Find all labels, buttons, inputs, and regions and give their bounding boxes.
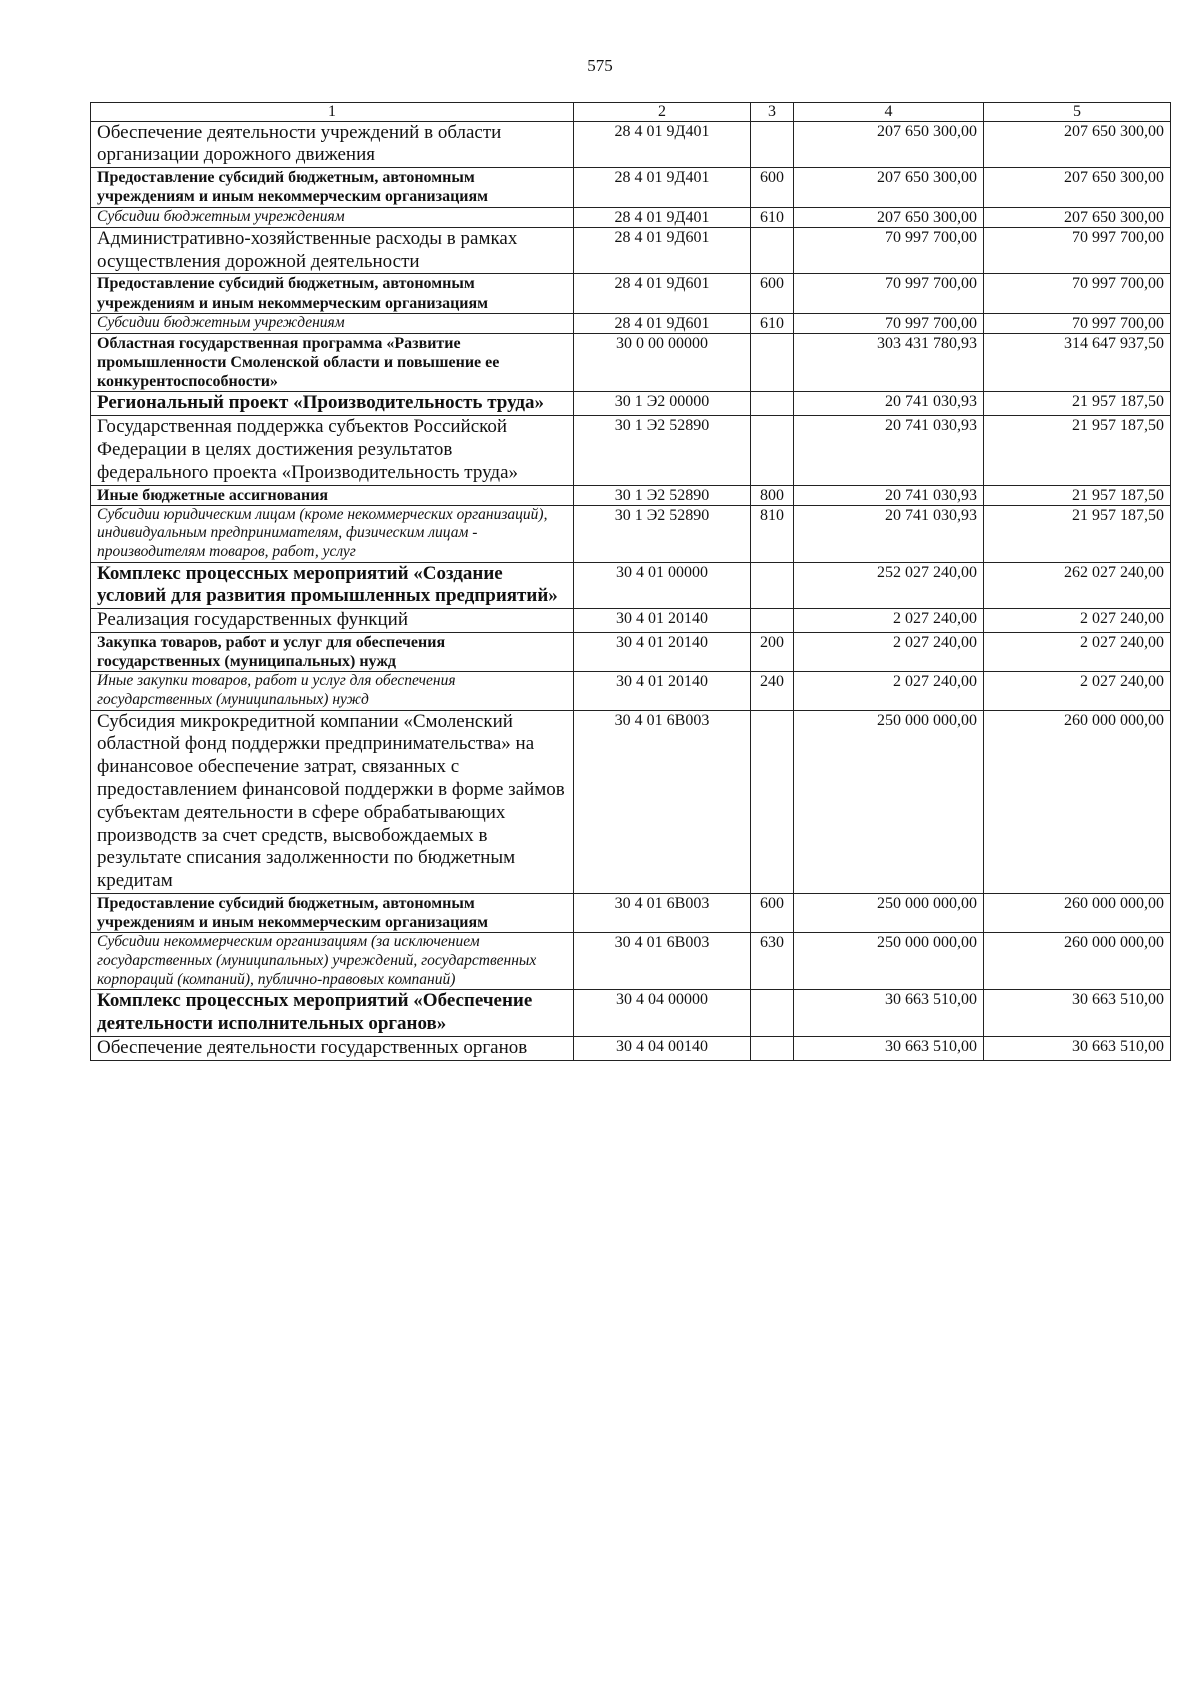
row-amount-1: 252 027 240,00 <box>794 562 984 609</box>
table-row <box>91 633 1171 672</box>
row-name: Административно-хозяйственные расходы в рамках осуществления дорожной деятельности <box>91 227 574 274</box>
header-col-2: 2 <box>574 103 751 122</box>
row-amount-2: 260 000 000,00 <box>984 893 1171 932</box>
row-amount-2: 262 027 240,00 <box>984 562 1171 609</box>
row-name: Областная государственная программа «Развитие промышленности Смоленской области и повышение ее конкурентоспособности» <box>91 333 574 392</box>
row-amount-2: 2 027 240,00 <box>984 609 1171 633</box>
row-amount-1: 207 650 300,00 <box>794 168 984 207</box>
table-row <box>91 990 1171 1037</box>
row-amount-2: 207 650 300,00 <box>984 168 1171 207</box>
table-row <box>91 672 1171 710</box>
row-amount-2: 30 663 510,00 <box>984 990 1171 1037</box>
row-name: Комплекс процессных мероприятий «Обеспечение деятельности исполнительных органов» <box>91 990 574 1037</box>
row-amount-2: 70 997 700,00 <box>984 227 1171 274</box>
row-amount-1: 30 663 510,00 <box>794 1036 984 1060</box>
row-name: Закупка товаров, работ и услуг для обеспечения государственных (муниципальных) нужд <box>91 633 574 672</box>
header-col-4: 4 <box>794 103 984 122</box>
row-amount-2: 207 650 300,00 <box>984 121 1171 168</box>
row-amount-1: 20 741 030,93 <box>794 416 984 485</box>
row-amount-1: 2 027 240,00 <box>794 633 984 672</box>
table-row <box>91 1036 1171 1060</box>
table-row <box>91 416 1171 485</box>
row-name: Предоставление субсидий бюджетным, автономным учреждениям и иным некоммерческим организациям <box>91 893 574 932</box>
row-expense-type: 810 <box>751 505 794 562</box>
row-expense-type <box>751 990 794 1037</box>
row-name: Государственная поддержка субъектов Российской Федерации в целях достижения результатов федерального проекта «Производительность труда» <box>91 416 574 485</box>
row-amount-2: 70 997 700,00 <box>984 313 1171 333</box>
row-expense-type <box>751 121 794 168</box>
row-code: 30 4 01 20140 <box>574 672 751 710</box>
table-row <box>91 505 1171 562</box>
row-name: Предоставление субсидий бюджетным, автономным учреждениям и иным некоммерческим организациям <box>91 168 574 207</box>
table-row <box>91 121 1171 168</box>
row-expense-type: 600 <box>751 168 794 207</box>
row-amount-1: 207 650 300,00 <box>794 121 984 168</box>
table-row <box>91 933 1171 990</box>
row-amount-1: 20 741 030,93 <box>794 505 984 562</box>
row-amount-2: 21 957 187,50 <box>984 416 1171 485</box>
row-expense-type: 600 <box>751 893 794 932</box>
row-expense-type: 610 <box>751 313 794 333</box>
table-row <box>91 333 1171 392</box>
budget-table <box>90 102 1171 1061</box>
row-amount-1: 250 000 000,00 <box>794 893 984 932</box>
row-amount-2: 21 957 187,50 <box>984 392 1171 416</box>
row-code: 30 4 04 00000 <box>574 990 751 1037</box>
row-name: Комплекс процессных мероприятий «Создание условий для развития промышленных предприятий» <box>91 562 574 609</box>
row-amount-1: 70 997 700,00 <box>794 227 984 274</box>
table-row <box>91 207 1171 227</box>
row-code: 28 4 01 9Д601 <box>574 313 751 333</box>
row-code: 30 1 Э2 52890 <box>574 505 751 562</box>
row-amount-2: 314 647 937,50 <box>984 333 1171 392</box>
row-amount-1: 2 027 240,00 <box>794 609 984 633</box>
row-amount-2: 21 957 187,50 <box>984 485 1171 505</box>
row-name: Субсидии бюджетным учреждениям <box>91 313 574 333</box>
row-code: 30 4 04 00140 <box>574 1036 751 1060</box>
table-row <box>91 274 1171 313</box>
row-code: 30 4 01 6В003 <box>574 893 751 932</box>
row-name: Субсидии бюджетным учреждениям <box>91 207 574 227</box>
row-code: 28 4 01 9Д401 <box>574 168 751 207</box>
row-amount-1: 30 663 510,00 <box>794 990 984 1037</box>
table-row <box>91 392 1171 416</box>
row-expense-type <box>751 227 794 274</box>
header-col-5: 5 <box>984 103 1171 122</box>
row-code: 30 4 01 6В003 <box>574 710 751 893</box>
row-amount-2: 2 027 240,00 <box>984 672 1171 710</box>
row-code: 28 4 01 9Д601 <box>574 274 751 313</box>
row-code: 28 4 01 9Д401 <box>574 121 751 168</box>
row-name: Субсидия микрокредитной компании «Смоленский областной фонд поддержки предпринимательства» на финансовое обеспечение затрат, связанных с предоставлением финансовой поддержки в форме займов субъектам деятельности в сфере обрабатывающих производств за счет средств, высвобождаемых в результате списания задолженности по бюджетным кредитам <box>91 710 574 893</box>
row-expense-type <box>751 710 794 893</box>
row-name: Иные закупки товаров, работ и услуг для обеспечения государственных (муниципальных) нужд <box>91 672 574 710</box>
row-name: Региональный проект «Производительность труда» <box>91 392 574 416</box>
row-amount-2: 207 650 300,00 <box>984 207 1171 227</box>
row-code: 30 4 01 20140 <box>574 609 751 633</box>
table-row <box>91 168 1171 207</box>
row-expense-type: 600 <box>751 274 794 313</box>
row-expense-type: 800 <box>751 485 794 505</box>
row-expense-type: 610 <box>751 207 794 227</box>
row-amount-1: 250 000 000,00 <box>794 933 984 990</box>
row-name: Субсидии некоммерческим организациям (за исключением государственных (муниципальных) учреждений, государственных корпораций (компаний), публично-правовых компаний) <box>91 933 574 990</box>
row-expense-type <box>751 1036 794 1060</box>
row-expense-type <box>751 562 794 609</box>
row-code: 30 4 01 00000 <box>574 562 751 609</box>
header-col-3: 3 <box>751 103 794 122</box>
row-amount-1: 70 997 700,00 <box>794 313 984 333</box>
row-amount-2: 70 997 700,00 <box>984 274 1171 313</box>
row-name: Обеспечение деятельности учреждений в области организации дорожного движения <box>91 121 574 168</box>
row-expense-type: 240 <box>751 672 794 710</box>
row-code: 30 1 Э2 00000 <box>574 392 751 416</box>
row-expense-type <box>751 609 794 633</box>
row-code: 30 0 00 00000 <box>574 333 751 392</box>
row-expense-type: 630 <box>751 933 794 990</box>
row-expense-type <box>751 333 794 392</box>
row-expense-type <box>751 416 794 485</box>
row-amount-1: 70 997 700,00 <box>794 274 984 313</box>
row-code: 30 1 Э2 52890 <box>574 416 751 485</box>
row-code: 30 4 01 6В003 <box>574 933 751 990</box>
row-name: Иные бюджетные ассигнования <box>91 485 574 505</box>
header-col-1: 1 <box>91 103 574 122</box>
row-code: 28 4 01 9Д401 <box>574 207 751 227</box>
row-code: 28 4 01 9Д601 <box>574 227 751 274</box>
row-amount-1: 207 650 300,00 <box>794 207 984 227</box>
row-name: Реализация государственных функций <box>91 609 574 633</box>
table-row <box>91 313 1171 333</box>
page-number: 575 <box>587 56 613 75</box>
row-code: 30 1 Э2 52890 <box>574 485 751 505</box>
table-row <box>91 562 1171 609</box>
row-amount-2: 260 000 000,00 <box>984 933 1171 990</box>
row-name: Обеспечение деятельности государственных органов <box>91 1036 574 1060</box>
table-row <box>91 609 1171 633</box>
row-name: Субсидии юридическим лицам (кроме некоммерческих организаций), индивидуальным предпринимателям, физическим лицам - производителям товаров, работ, услуг <box>91 505 574 562</box>
row-expense-type: 200 <box>751 633 794 672</box>
row-amount-1: 20 741 030,93 <box>794 392 984 416</box>
row-amount-1: 20 741 030,93 <box>794 485 984 505</box>
header-row <box>91 103 1171 122</box>
row-code: 30 4 01 20140 <box>574 633 751 672</box>
row-amount-1: 2 027 240,00 <box>794 672 984 710</box>
table-row <box>91 485 1171 505</box>
row-amount-2: 2 027 240,00 <box>984 633 1171 672</box>
table-row <box>91 893 1171 932</box>
row-amount-2: 30 663 510,00 <box>984 1036 1171 1060</box>
table-row <box>91 710 1171 893</box>
row-amount-2: 21 957 187,50 <box>984 505 1171 562</box>
table-row <box>91 227 1171 274</box>
row-name: Предоставление субсидий бюджетным, автономным учреждениям и иным некоммерческим организациям <box>91 274 574 313</box>
row-expense-type <box>751 392 794 416</box>
row-amount-1: 303 431 780,93 <box>794 333 984 392</box>
row-amount-1: 250 000 000,00 <box>794 710 984 893</box>
row-amount-2: 260 000 000,00 <box>984 710 1171 893</box>
